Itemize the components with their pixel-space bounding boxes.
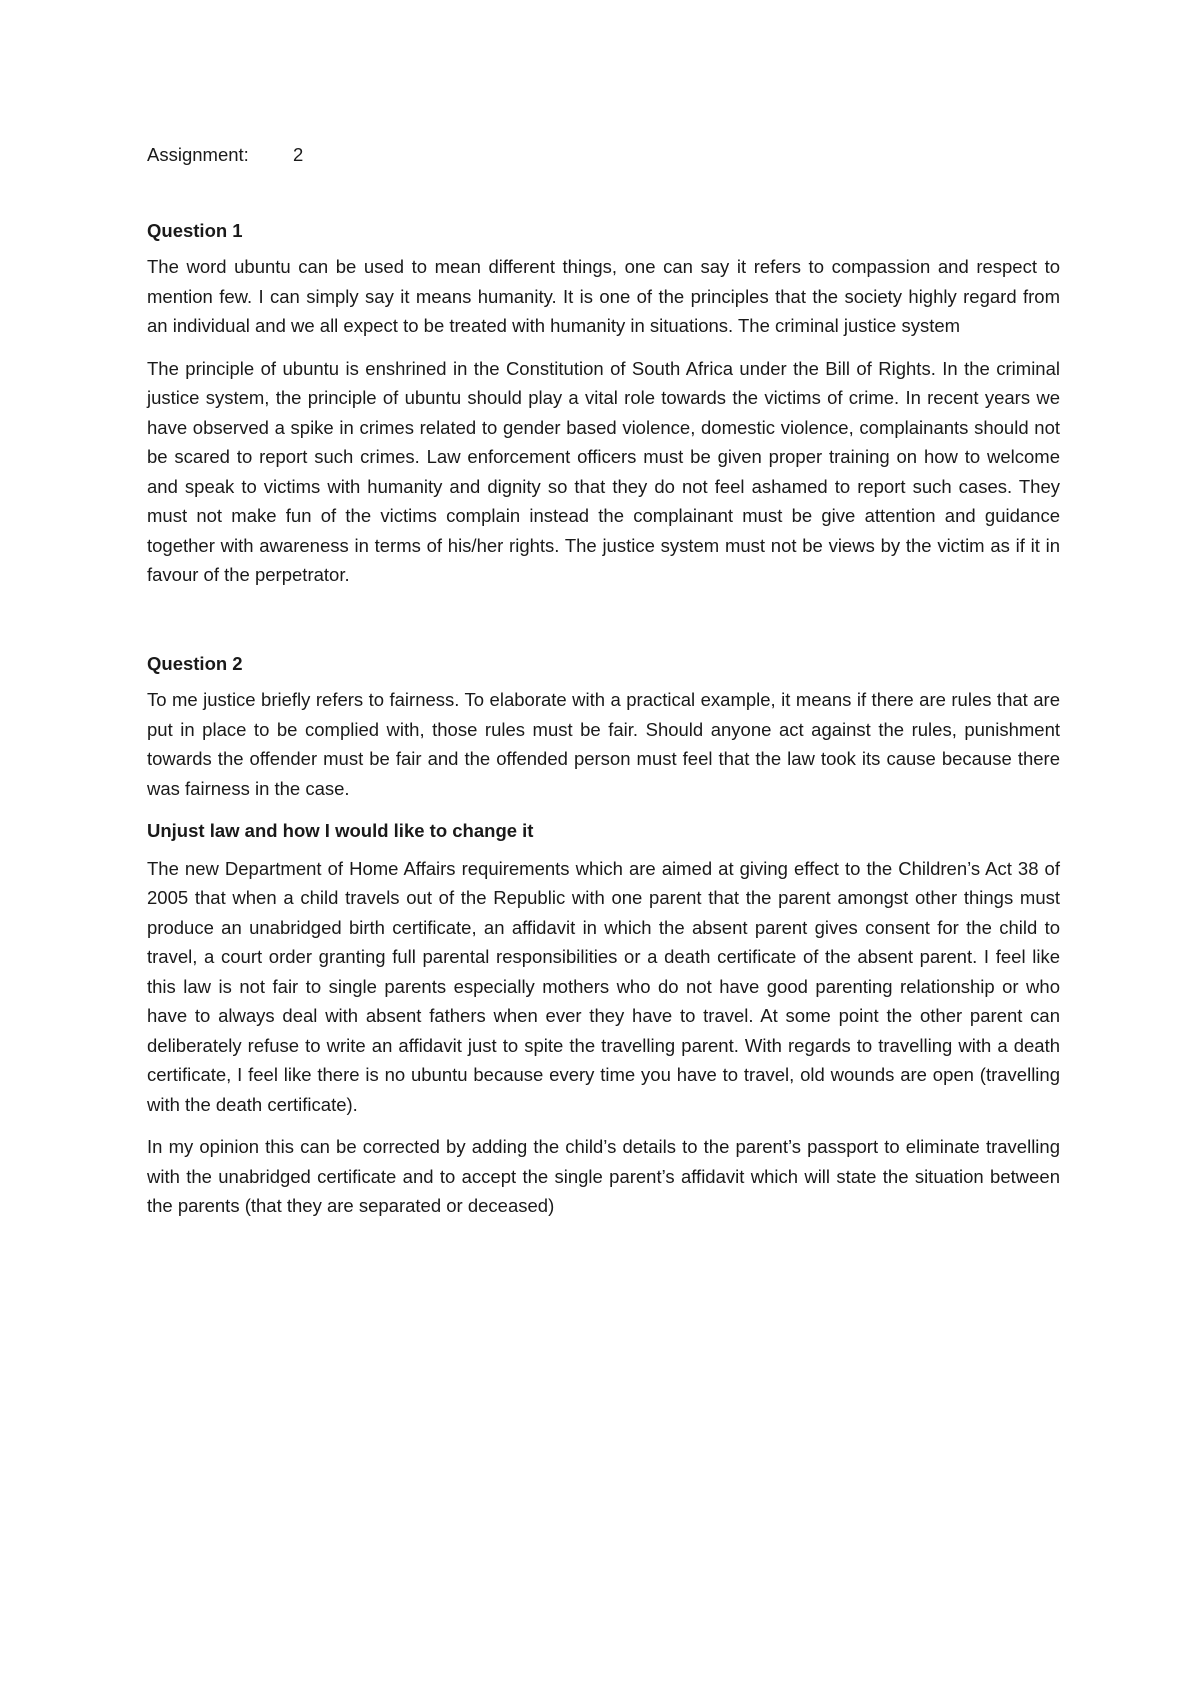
question-2-heading: Question 2 (147, 652, 243, 674)
question-2-paragraph-1: To me justice briefly refers to fairness. To elaborate with a practical example, it means if there are rules that are put in place to be complied with, those rules must be fair. Should anyone act against the rules, punishment towards the offender must be fair and the offended person must feel that the law took its cause because there was fairness in the case. (147, 689, 1060, 799)
question-2-paragraph-3: In my opinion this can be corrected by adding the child’s details to the parent’s passport to eliminate travelling with the unabridged certificate and to accept the single parent’s affidavit which will state the situation between the parents (that they are separated or deceased) (147, 1136, 1060, 1216)
question-2-paragraph-2: The new Department of Home Affairs requirements which are aimed at giving effect to the Children’s Act 38 of 2005 that when a child travels out of the Republic with one parent that the parent amongst other things must produce an unabridged birth certificate, an affidavit in which the absent parent gives consent for the child to travel, a court order granting full parental responsibilities or a death certificate of the absent parent. I feel like this law is not fair to single parents especially mothers who do not have good parenting relationship or who have to always deal with absent fathers when ever they have to travel. At some point the other parent can deliberately refuse to write an affidavit just to spite the travelling parent. With regards to travelling with a death certificate, I feel like there is no ubuntu because every time you have to travel, old wounds are open (travelling with the death certificate). (147, 857, 1060, 1115)
assignment-label: Assignment: (147, 144, 249, 165)
assignment-line (147, 140, 1060, 170)
section-gap (147, 603, 1060, 649)
assignment-number: 2 (293, 144, 304, 165)
question-1-paragraph-1: The word ubuntu can be used to mean different things, one can say it refers to compassion and respect to mention few. I can simply say it means humanity. It is one of the principles that the society highly regard from an individual and we all expect to be treated with humanity in situations. The criminal justice system (147, 256, 1060, 336)
question-1-paragraph-2: The principle of ubuntu is enshrined in the Constitution of South Africa under the Bill of Rights. In the criminal justice system, the principle of ubuntu should play a vital role towards the victims of crime. In recent years we have observed a spike in crimes related to gender based violence, domestic violence, complainants should not be scared to report such crimes. Law enforcement officers must be given proper training on how to welcome and speak to victims with humanity and dignity so that they do not feel ashamed to report such cases. They must not make fun of the victims complain instead the complainant must be give attention and guidance together with awareness in terms of his/her rights. The justice system must not be views by the victim as if it in favour of the perpetrator. (147, 357, 1060, 585)
question-1-heading: Question 1 (147, 219, 243, 241)
document-page (147, 140, 1060, 1234)
unjust-law-subheading: Unjust law and how I would like to change it (147, 820, 534, 841)
